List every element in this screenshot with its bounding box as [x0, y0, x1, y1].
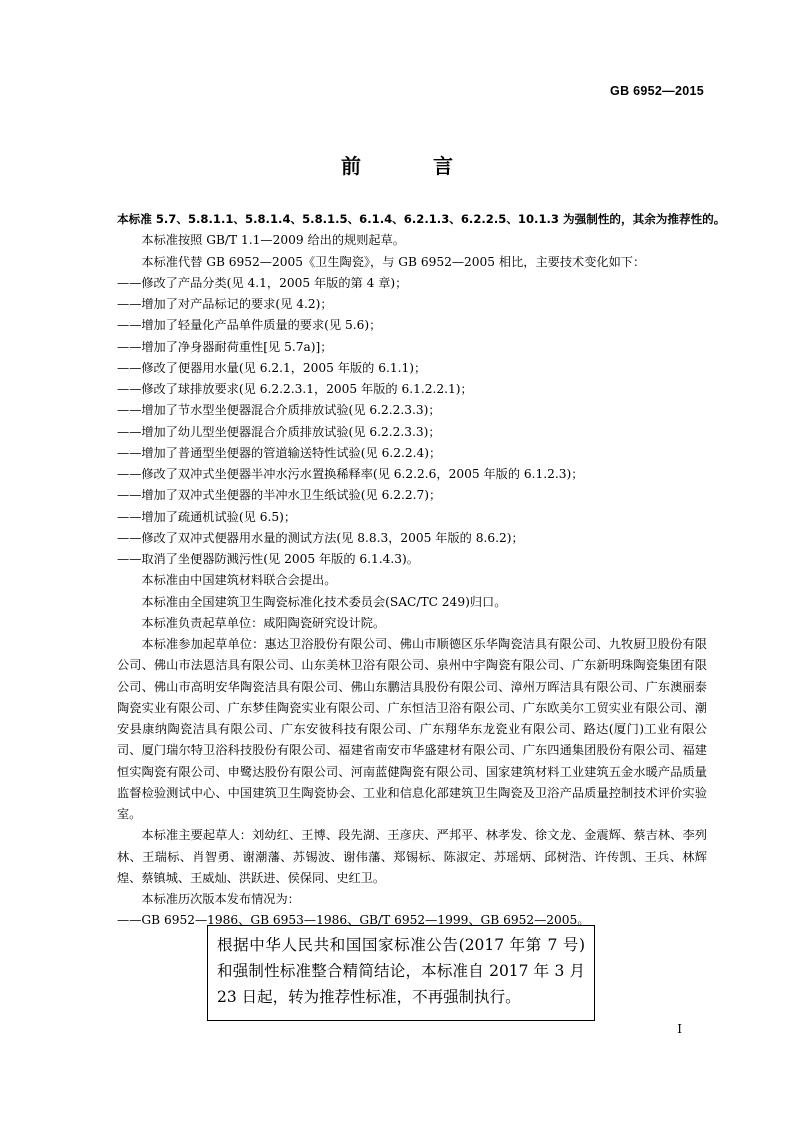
- change-item: ——增加了净身器耐荷重性[见 5.7a)]；: [117, 339, 333, 354]
- change-item: ——取消了坐便器防溅污性(见 2005 年版的 6.1.4.3)。: [117, 552, 419, 566]
- change-item: ——增加了双冲式坐便器的半冲水卫生纸试验(见 6.2.2.7)；: [117, 488, 442, 503]
- change-item: ——修改了双冲式便器用水量的测试方法(见 8.8.3，2005 年版的 8.6.2)；: [117, 530, 524, 545]
- page-number: I: [677, 1022, 682, 1036]
- change-item: ——增加了疏通机试验(见 6.5)；: [117, 509, 297, 524]
- change-item: ——增加了对产品标记的要求(见 4.2)；: [117, 297, 333, 311]
- change-item: ——增加了轻量化产品单件质量的要求(见 5.6)；: [117, 318, 382, 333]
- change-item: ——增加了普通型坐便器的管道输送特性试验(见 6.2.2.4)；: [117, 445, 442, 460]
- main-drafters: 本标准主要起草人：刘幼红、王博、段先湖、王彦庆、严邦平、林孝发、徐文龙、金震辉、蔡吉林、李列林、王瑞标、肖智勇、谢潮藩、苏锡波、谢伟藩、郑锡标、陈淑定、苏瑶炳、邱树浩、许传凯、王兵、林辉煌、蔡镇城、王威灿、洪跃进、侯保同、史红卫。: [117, 828, 707, 885]
- centralized-by: 本标准由全国建筑卫生陶瓷标准化技术委员会(SAC/TC 249)归口。: [141, 594, 507, 609]
- change-item: ——增加了节水型坐便器混合介质排放试验(见 6.2.2.3.3)；: [117, 403, 441, 418]
- change-item: ——增加了幼儿型坐便器混合介质排放试验(见 6.2.2.3.3)；: [117, 424, 441, 439]
- replaces-statement: 本标准代替 GB 6952—2005《卫生陶瓷》，与 GB 6952—2005 相比，主要技术变化如下：: [141, 254, 646, 269]
- standard-code: GB 6952—2015: [610, 84, 704, 98]
- proposed-by: 本标准由中国建筑材料联合会提出。: [141, 573, 337, 588]
- page-title: 前 言: [341, 154, 479, 178]
- history-versions: ——GB 6952—1986、GB 6953—1986、GB/T 6952—1999、GB 6952—2005。: [117, 913, 590, 928]
- change-item: ——修改了双冲式坐便器半冲水污水置换稀释率(见 6.2.2.6，2005 年版的 6.1.2.3)；: [117, 467, 584, 481]
- change-item: ——修改了球排放要求(见 6.2.2.3.1，2005 年版的 6.1.2.2.1)；: [117, 382, 473, 396]
- mandatory-clause: 本标准 5.7、5.8.1.1、5.8.1.4、5.8.1.5、6.1.4、6.2.1.3、6.2.2.5、10.1.3 为强制性的，其余为推荐性的。: [117, 212, 726, 226]
- changes-list: [117, 273, 707, 571]
- responsible-unit: 本标准负责起草单位：咸阳陶瓷研究设计院。: [141, 615, 386, 630]
- participating-units: 本标准参加起草单位：惠达卫浴股份有限公司、佛山市顺德区乐华陶瓷洁具有限公司、九牧厨卫股份有限公司、佛山市法恩洁具有限公司、山东美林卫浴有限公司、泉州中宇陶瓷有限公司、广东新明珠陶瓷集团有限公司、佛山市高明安华陶瓷洁具有限公司、佛山东鹏洁具股份有限公司、漳州万晖洁具有限公司、广东澳丽泰陶瓷实业有限公司、广东梦佳陶瓷实业有限公司、广东恒洁卫浴有限公司、广东欧美尔工贸实业有限公司、潮安县康纳陶瓷洁具有限公司、广东安彼科技有限公司、广东翔华东龙瓷业有限公司、路达(厦门)工业有限公司、厦门瑞尔特卫浴科技股份有限公司、福建省南安市华盛建材有限公司、广东四通集团股份有限公司、福建恒实陶瓷有限公司、申鹭达股份有限公司、河南蓝健陶瓷有限公司、国家建筑材料工业建筑五金水暖产品质量监督检验测试中心、中国建筑卫生陶瓷协会、工业和信息化部建筑卫生陶瓷及卫浴产品质量控制技术评价实验室。: [117, 637, 707, 821]
- change-item: ——修改了便器用水量(见 6.2.1，2005 年版的 6.1.1)；: [117, 360, 427, 375]
- change-item: ——修改了产品分类(见 4.1，2005 年版的第 4 章)；: [117, 275, 408, 290]
- document-body: [117, 209, 726, 932]
- notice-box: 根据中华人民共和国国家标准公告(2017 年第 7 号)和强制性标准整合精简结论，本标准自 2017 年 3 月 23 日起，转为推荐性标准，不再强制执行。: [207, 925, 595, 1021]
- history-intro: 本标准历次版本发布情况为：: [141, 892, 300, 906]
- drafting-rule: 本标准按照 GB/T 1.1—2009 给出的规则起草。: [141, 233, 405, 248]
